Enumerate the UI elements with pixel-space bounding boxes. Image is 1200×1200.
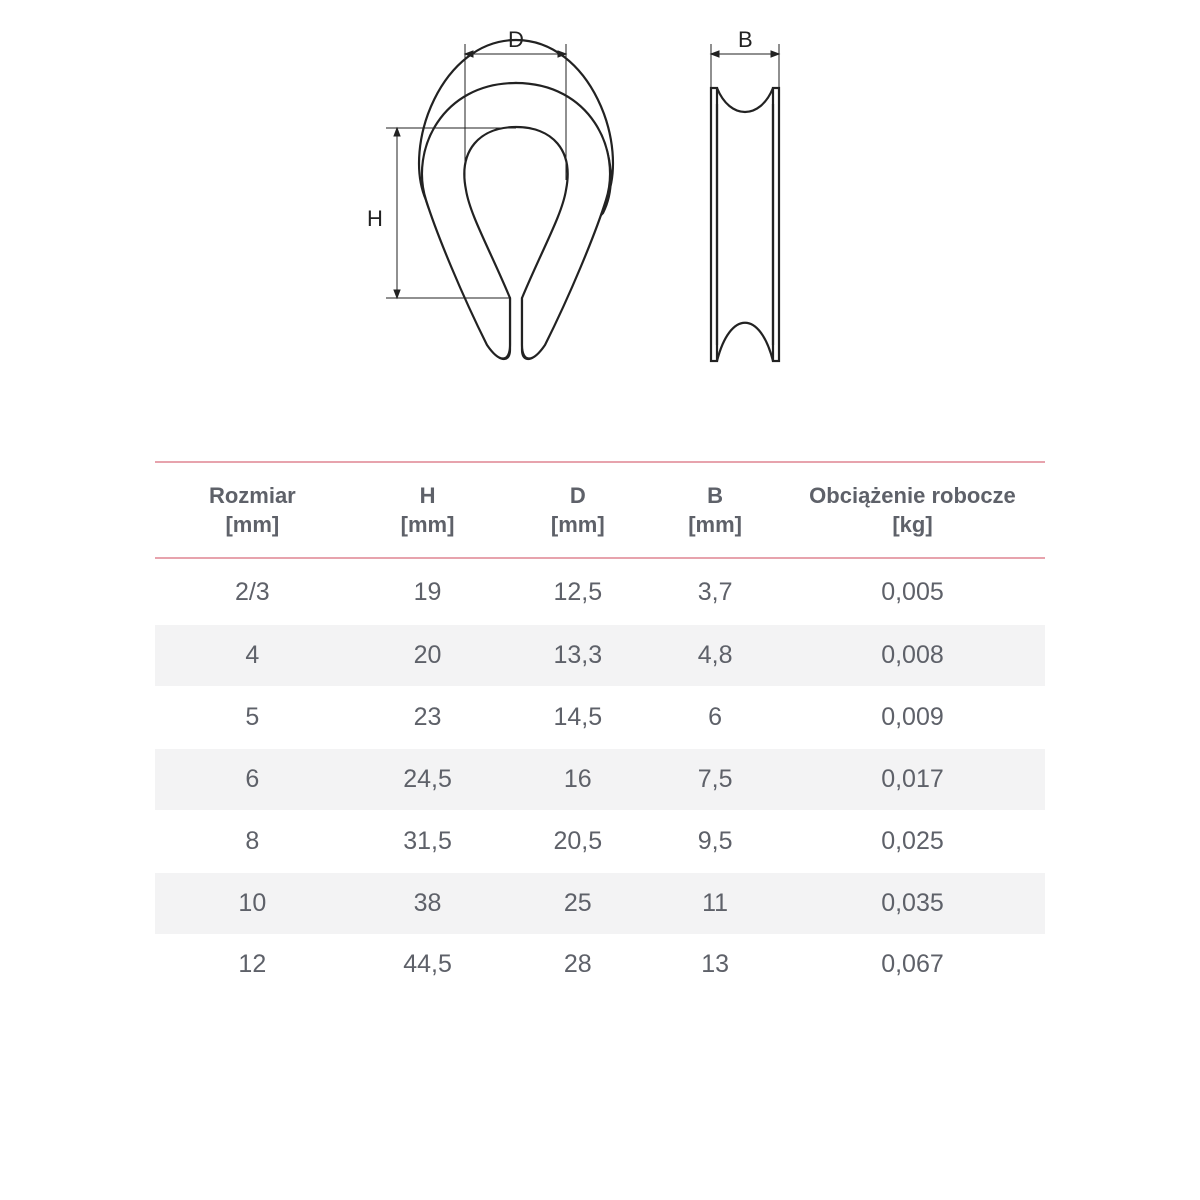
specification-table — [155, 461, 1045, 994]
table-row — [155, 810, 1045, 873]
header-b: B [mm] — [688, 483, 742, 537]
cell-load: 0,025 — [881, 827, 944, 855]
table-row — [155, 873, 1045, 934]
cell-rozmiar: 10 — [238, 889, 267, 917]
cell-d: 28 — [563, 949, 592, 978]
header-h: H [mm] — [400, 483, 455, 537]
cell-b: 4,8 — [697, 641, 733, 669]
cell-load: 0,005 — [881, 577, 944, 606]
table-header-row — [155, 462, 1045, 558]
cell-load: 0,067 — [881, 949, 944, 978]
cell-b: 13 — [701, 949, 730, 978]
table-row — [155, 625, 1045, 686]
cell-rozmiar: 12 — [238, 949, 267, 978]
table-row — [155, 686, 1045, 749]
cell-b: 11 — [702, 889, 729, 917]
cell-h: 20 — [413, 641, 442, 669]
cell-h: 19 — [413, 577, 442, 606]
cell-h: 24,5 — [403, 765, 452, 793]
dimension-b-label: B — [738, 27, 753, 52]
cell-rozmiar: 5 — [245, 703, 260, 731]
cell-d: 16 — [563, 765, 592, 793]
cell-h: 23 — [413, 703, 442, 731]
cell-h: 38 — [413, 889, 442, 917]
header-d: D [mm] — [550, 483, 605, 537]
cell-d: 20,5 — [553, 827, 603, 855]
dimension-d-label: D — [508, 27, 524, 52]
cell-d: 13,3 — [553, 641, 603, 669]
cell-b: 6 — [708, 703, 723, 731]
cell-rozmiar: 6 — [245, 765, 260, 793]
cell-h: 31,5 — [403, 827, 452, 855]
header-working-load: Obciążenie robocze [kg] — [809, 483, 1016, 537]
cell-d: 25 — [563, 889, 592, 917]
cell-load: 0,009 — [881, 703, 944, 731]
cell-rozmiar: 8 — [245, 827, 260, 855]
thimble-technical-drawing — [0, 0, 1200, 400]
cell-rozmiar: 2/3 — [234, 577, 270, 606]
cell-h: 44,5 — [403, 949, 452, 978]
header-rozmiar: Rozmiar [mm] — [208, 483, 296, 537]
cell-rozmiar: 4 — [245, 641, 260, 669]
table-row — [155, 934, 1045, 994]
table-row — [155, 749, 1045, 810]
cell-load: 0,008 — [881, 641, 944, 669]
cell-d: 14,5 — [553, 703, 603, 731]
cell-load: 0,035 — [881, 889, 944, 917]
dimension-h-label: H — [367, 206, 383, 231]
cell-load: 0,017 — [881, 765, 944, 793]
cell-d: 12,5 — [553, 577, 603, 606]
cell-b: 3,7 — [697, 577, 733, 606]
cell-b: 9,5 — [697, 827, 733, 855]
thimble-side-view — [711, 88, 779, 361]
table-row — [155, 558, 1045, 625]
thimble-front-outline — [422, 83, 610, 359]
cell-b: 7,5 — [697, 765, 733, 793]
